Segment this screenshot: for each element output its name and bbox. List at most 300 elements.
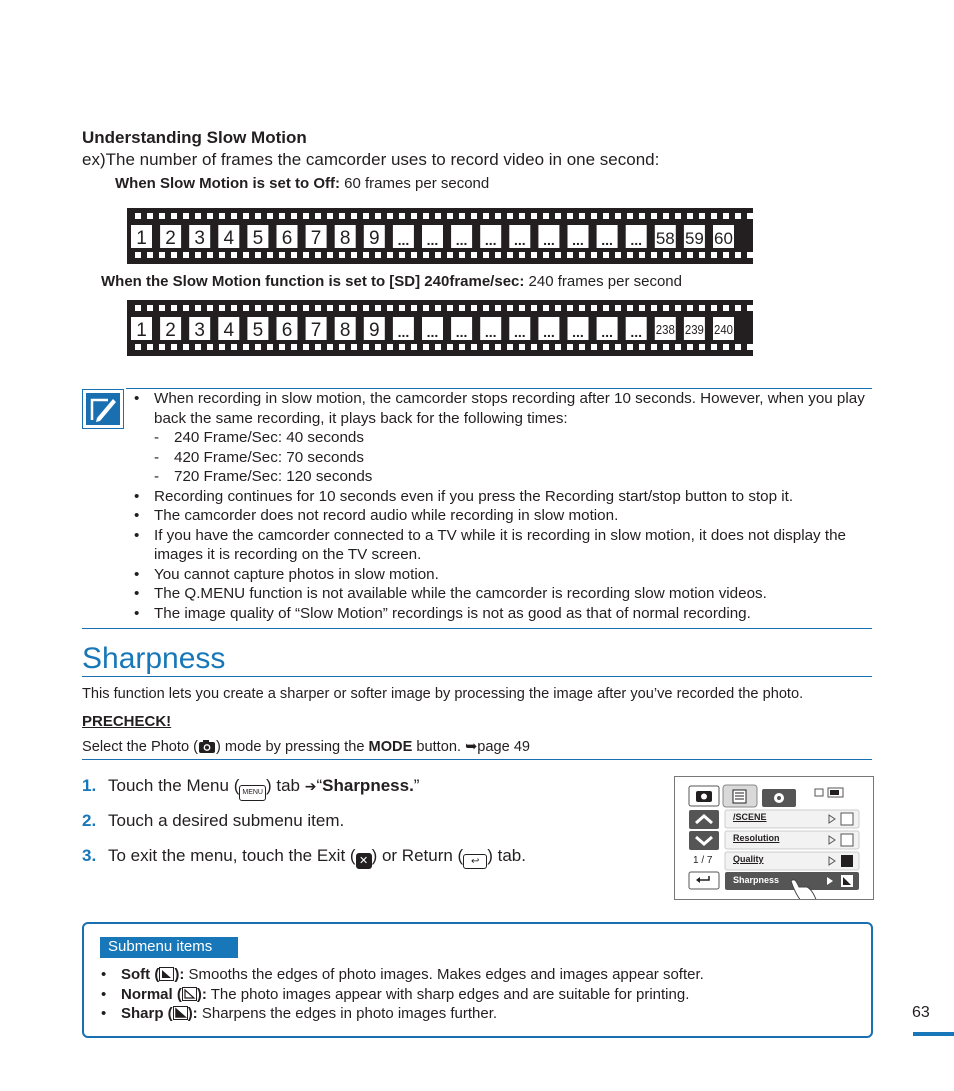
film-perforation <box>411 252 417 258</box>
film-perforation <box>519 213 525 219</box>
film-perforation <box>519 305 525 311</box>
film-perforation <box>351 252 357 258</box>
film-perforation <box>423 305 429 311</box>
film-perforation <box>255 305 261 311</box>
film-perforation <box>183 252 189 258</box>
film-perforation <box>399 252 405 258</box>
submenu-sharp: • Sharp ( ): Sharpens the edges in photo images further. <box>101 1004 704 1024</box>
film-perforation <box>195 213 201 219</box>
film-perforation <box>159 305 165 311</box>
film-perforation <box>351 305 357 311</box>
film-perforation <box>327 344 333 350</box>
film-perforation <box>723 344 729 350</box>
film-perforation <box>627 252 633 258</box>
film-frame-label: ... <box>630 232 643 248</box>
film-frame-label: 5 <box>252 320 264 341</box>
film-frame-label: ... <box>601 324 613 340</box>
film-perforation <box>315 213 321 219</box>
film-perforation <box>243 305 249 311</box>
film-perforation <box>447 344 453 350</box>
film-perforation <box>495 252 501 258</box>
film-perforation <box>507 213 513 219</box>
film-perforation <box>195 252 201 258</box>
film-perforation <box>531 252 537 258</box>
film-frame-label: ... <box>397 232 410 248</box>
film-frame-label: 2 <box>165 228 176 249</box>
film-perforation <box>531 305 537 311</box>
film-perforation <box>291 305 297 311</box>
film-perforation <box>627 213 633 219</box>
film-perforation <box>243 344 249 350</box>
film-perforation <box>231 305 237 311</box>
film-perforation <box>639 344 645 350</box>
off-caption: When Slow Motion is set to Off: 60 frames per second <box>115 175 490 192</box>
film-perforation <box>279 213 285 219</box>
note-item: • The camcorder does not record audio while recording in slow motion. <box>134 506 874 526</box>
film-perforation <box>543 213 549 219</box>
step-3: 3. To exit the menu, touch the Exit ( ✕ ) or Return ( ↩ ) tab. <box>82 846 526 867</box>
film-frame-label: 4 <box>223 228 235 249</box>
film-perforation <box>615 213 621 219</box>
film-perforation <box>663 305 669 311</box>
note-item: • When recording in slow motion, the camcorder stops recording after 10 seconds. However, when you play back the same recording, it plays back for the following times: <box>134 389 874 428</box>
film-strip-off-graphic <box>127 208 753 264</box>
film-perforation <box>339 252 345 258</box>
film-perforation <box>363 213 369 219</box>
film-perforation <box>423 252 429 258</box>
film-perforation <box>603 344 609 350</box>
film-perforation <box>363 344 369 350</box>
film-perforation <box>423 213 429 219</box>
film-perforation <box>291 213 297 219</box>
film-perforation <box>543 252 549 258</box>
film-perforation <box>399 305 405 311</box>
film-perforation <box>591 252 597 258</box>
film-perforation <box>219 305 225 311</box>
film-perforation <box>147 305 153 311</box>
film-frame-label: 240 <box>714 322 733 337</box>
film-frame-label: ... <box>572 324 584 340</box>
step-2: 2. Touch a desired submenu item. <box>82 811 345 830</box>
film-perforation <box>591 305 597 311</box>
film-frame-label: ... <box>630 324 643 340</box>
menu-icon: MENU <box>239 785 266 801</box>
film-perforation <box>711 252 717 258</box>
film-perforation <box>603 305 609 311</box>
film-perforation <box>315 344 321 350</box>
precheck-text: Select the Photo ( ) mode by pressing the MODE button. ➥page 49 <box>82 738 530 758</box>
film-perforation <box>555 344 561 350</box>
note-list <box>134 389 874 623</box>
film-perforation <box>495 344 501 350</box>
film-perforation <box>219 252 225 258</box>
film-perforation <box>567 305 573 311</box>
film-frame-label: 60 <box>714 229 733 248</box>
film-frame-label: 59 <box>684 229 704 248</box>
note-item: • The image quality of “Slow Motion” recordings is not as good as that of normal recording. <box>134 604 874 624</box>
camcorder-screen <box>674 776 874 900</box>
film-perforation <box>363 305 369 311</box>
film-perforation <box>135 305 141 311</box>
film-perforation <box>723 252 729 258</box>
film-perforation <box>747 305 753 311</box>
film-perforation <box>459 344 465 350</box>
film-perforation <box>651 252 657 258</box>
film-perforation <box>459 305 465 311</box>
film-perforation <box>495 213 501 219</box>
film-perforation <box>183 213 189 219</box>
film-perforation <box>387 344 393 350</box>
film-frame-label: 5 <box>252 228 264 249</box>
film-frame-label: 7 <box>310 320 322 341</box>
film-perforation <box>183 344 189 350</box>
film-frame-label: 8 <box>339 228 351 249</box>
film-perforation <box>255 252 261 258</box>
film-perforation <box>147 252 153 258</box>
film-perforation <box>447 252 453 258</box>
film-perforation <box>711 344 717 350</box>
film-perforation <box>339 305 345 311</box>
film-perforation <box>207 252 213 258</box>
film-perforation <box>615 252 621 258</box>
film-perforation <box>543 305 549 311</box>
film-frame-label: 9 <box>369 228 380 249</box>
film-perforation <box>279 305 285 311</box>
film-perforation <box>507 344 513 350</box>
film-perforation <box>735 252 741 258</box>
sd-caption: When the Slow Motion function is set to [SD] 240frame/sec: 240 frames per second <box>101 273 682 290</box>
film-perforation <box>207 344 213 350</box>
film-perforation <box>147 344 153 350</box>
film-perforation <box>483 344 489 350</box>
arrow-icon: ➔ <box>304 778 317 794</box>
film-perforation <box>531 344 537 350</box>
film-perforation <box>171 305 177 311</box>
film-perforation <box>231 213 237 219</box>
film-perforation <box>651 344 657 350</box>
film-perforation <box>675 252 681 258</box>
soft-icon <box>159 967 174 981</box>
film-perforation <box>687 213 693 219</box>
film-perforation <box>411 213 417 219</box>
film-perforation <box>315 252 321 258</box>
film-frame-label: ... <box>601 232 613 248</box>
page-number: 63 <box>912 1004 930 1021</box>
menu-item-scene[interactable]: /SCENE <box>733 812 767 822</box>
film-frame-label: 7 <box>310 228 322 249</box>
film-perforation <box>723 213 729 219</box>
film-perforation <box>387 252 393 258</box>
menu-item-quality[interactable]: Quality <box>733 854 764 864</box>
step-1: 1. Touch the Menu ( MENU ) tab ➔“Sharpness.” <box>82 776 419 801</box>
film-perforation <box>651 213 657 219</box>
film-perforation <box>747 252 753 258</box>
page-title: Sharpness <box>82 642 226 675</box>
note-icon <box>82 389 124 429</box>
film-perforation <box>243 213 249 219</box>
film-perforation <box>687 344 693 350</box>
film-perforation <box>555 305 561 311</box>
film-frame-label: ... <box>426 232 439 248</box>
film-perforation <box>471 213 477 219</box>
film-perforation <box>171 344 177 350</box>
submenu-normal: • Normal ( ): The photo images appear with sharp edges and are suitable for printing. <box>101 985 704 1005</box>
submenu-list <box>101 965 704 1024</box>
film-perforation <box>435 344 441 350</box>
film-perforation <box>339 213 345 219</box>
film-perforation <box>195 305 201 311</box>
film-perforation <box>543 344 549 350</box>
film-perforation <box>207 213 213 219</box>
film-perforation <box>219 344 225 350</box>
film-perforation <box>231 252 237 258</box>
film-perforation <box>255 213 261 219</box>
film-perforation <box>447 305 453 311</box>
film-perforation <box>591 344 597 350</box>
film-perforation <box>567 344 573 350</box>
film-frame-label: ... <box>572 232 584 248</box>
film-perforation <box>171 252 177 258</box>
film-perforation <box>723 305 729 311</box>
film-perforation <box>639 305 645 311</box>
camera-icon <box>198 739 216 758</box>
film-perforation <box>399 344 405 350</box>
intro-text: This function lets you create a sharper or softer image by processing the image after you’ve recorded the photo. <box>82 686 804 702</box>
film-perforation <box>267 252 273 258</box>
film-perforation <box>171 213 177 219</box>
film-perforation <box>627 305 633 311</box>
film-frame-label: ... <box>484 232 497 248</box>
note-subitem: - 240 Frame/Sec: 40 seconds <box>154 429 364 446</box>
page-arrow-icon: ➥ <box>465 739 478 755</box>
film-perforation <box>579 213 585 219</box>
film-perforation <box>747 344 753 350</box>
film-frame-label: ... <box>513 232 526 248</box>
film-perforation <box>315 305 321 311</box>
film-perforation <box>375 344 381 350</box>
film-perforation <box>327 213 333 219</box>
film-perforation <box>567 252 573 258</box>
film-perforation <box>603 213 609 219</box>
film-frame-label: ... <box>455 324 468 340</box>
film-perforation <box>375 305 381 311</box>
film-perforation <box>387 213 393 219</box>
menu-item-sharpness[interactable]: Sharpness <box>733 875 780 885</box>
film-perforation <box>363 252 369 258</box>
film-frame-label: ... <box>543 232 555 248</box>
film-perforation <box>483 213 489 219</box>
film-perforation <box>483 252 489 258</box>
film-perforation <box>279 252 285 258</box>
film-perforation <box>495 305 501 311</box>
film-perforation <box>579 305 585 311</box>
film-perforation <box>303 305 309 311</box>
film-frame-label: 238 <box>655 322 675 337</box>
film-perforation <box>699 252 705 258</box>
film-perforation <box>135 344 141 350</box>
film-perforation <box>435 252 441 258</box>
note-item: • You cannot capture photos in slow motion. <box>134 565 874 585</box>
film-perforation <box>459 213 465 219</box>
film-perforation <box>267 305 273 311</box>
film-strip-sd-graphic <box>127 300 753 356</box>
film-perforation <box>579 252 585 258</box>
film-perforation <box>291 252 297 258</box>
film-perforation <box>687 305 693 311</box>
note-subitem: - 420 Frame/Sec: 70 seconds <box>154 448 364 466</box>
film-perforation <box>507 252 513 258</box>
film-perforation <box>267 213 273 219</box>
film-perforation <box>603 252 609 258</box>
film-perforation <box>459 252 465 258</box>
normal-icon <box>182 987 197 1001</box>
film-frame-label: 3 <box>194 320 205 341</box>
film-perforation <box>483 305 489 311</box>
film-perforation <box>471 252 477 258</box>
film-perforation <box>303 213 309 219</box>
film-frame-label: 1 <box>136 228 147 249</box>
film-perforation <box>663 213 669 219</box>
menu-item-resolution[interactable]: Resolution <box>733 833 780 843</box>
film-perforation <box>147 213 153 219</box>
film-perforation <box>375 252 381 258</box>
note-item: • If you have the camcorder connected to a TV while it is recording in slow motion, it does not display the images it is recording on the TV screen. <box>134 526 874 565</box>
film-perforation <box>399 213 405 219</box>
film-perforation <box>279 344 285 350</box>
film-perforation <box>435 213 441 219</box>
film-perforation <box>519 252 525 258</box>
film-perforation <box>291 344 297 350</box>
film-perforation <box>435 305 441 311</box>
film-perforation <box>471 344 477 350</box>
title-divider <box>82 676 872 677</box>
precheck-heading: PRECHECK! <box>82 713 172 730</box>
film-perforation <box>735 344 741 350</box>
film-perforation <box>699 344 705 350</box>
film-perforation <box>747 213 753 219</box>
film-perforation <box>159 213 165 219</box>
film-perforation <box>207 305 213 311</box>
film-frame-label: 4 <box>223 320 235 341</box>
film-perforation <box>699 213 705 219</box>
submenu-tag: Submenu items <box>100 937 238 958</box>
film-perforation <box>663 252 669 258</box>
film-perforation <box>387 305 393 311</box>
film-perforation <box>711 213 717 219</box>
film-perforation <box>735 213 741 219</box>
exit-icon: ✕ <box>356 853 372 869</box>
page-number-bar <box>913 1032 954 1036</box>
section-heading: Understanding Slow Motion <box>82 128 307 147</box>
film-frame-label: 58 <box>655 229 675 248</box>
film-perforation <box>687 252 693 258</box>
film-perforation <box>639 252 645 258</box>
film-perforation <box>663 344 669 350</box>
film-strip-off <box>127 208 753 264</box>
film-perforation <box>651 305 657 311</box>
film-perforation <box>555 213 561 219</box>
film-perforation <box>327 252 333 258</box>
note-subitem: - 720 Frame/Sec: 120 seconds <box>154 468 373 485</box>
film-perforation <box>675 305 681 311</box>
film-frame-label: 9 <box>369 320 380 341</box>
film-perforation <box>411 344 417 350</box>
film-perforation <box>591 213 597 219</box>
note-divider-bottom <box>82 628 872 629</box>
film-perforation <box>243 252 249 258</box>
film-perforation <box>507 305 513 311</box>
film-perforation <box>471 305 477 311</box>
film-perforation <box>303 344 309 350</box>
film-perforation <box>639 213 645 219</box>
film-perforation <box>135 213 141 219</box>
film-frame-label: 2 <box>165 320 176 341</box>
return-icon: ↩ <box>463 854 487 869</box>
film-perforation <box>351 213 357 219</box>
film-frame-label: ... <box>513 324 526 340</box>
film-perforation <box>351 344 357 350</box>
film-perforation <box>735 305 741 311</box>
note-item: • Recording continues for 10 seconds even if you press the Recording start/stop button to stop it. <box>134 487 874 507</box>
film-perforation <box>195 344 201 350</box>
film-perforation <box>267 344 273 350</box>
example-text: ex)The number of frames the camcorder uses to record video in one second: <box>82 150 660 169</box>
film-perforation <box>327 305 333 311</box>
film-perforation <box>219 213 225 219</box>
film-perforation <box>615 305 621 311</box>
film-perforation <box>231 344 237 350</box>
film-perforation <box>675 344 681 350</box>
film-perforation <box>159 344 165 350</box>
film-frame-label: ... <box>484 324 497 340</box>
menu-page-indicator: 1 / 7 <box>693 855 713 866</box>
film-perforation <box>531 213 537 219</box>
film-perforation <box>567 213 573 219</box>
film-frame-label: 239 <box>684 322 704 337</box>
sharp-icon <box>173 1006 188 1020</box>
film-frame-label: ... <box>455 232 468 248</box>
film-frame-label: 1 <box>136 320 147 341</box>
film-perforation <box>135 252 141 258</box>
film-perforation <box>411 305 417 311</box>
submenu-soft: • Soft ( ): Smooths the edges of photo images. Makes edges and images appear softer. <box>101 965 704 985</box>
precheck-divider <box>82 759 872 760</box>
film-perforation <box>255 344 261 350</box>
film-perforation <box>615 344 621 350</box>
film-frame-label: 8 <box>339 320 351 341</box>
film-perforation <box>579 344 585 350</box>
film-perforation <box>519 344 525 350</box>
film-strip-sd <box>127 300 753 356</box>
film-frame-label: 6 <box>281 320 293 341</box>
film-perforation <box>699 305 705 311</box>
film-perforation <box>711 305 717 311</box>
film-perforation <box>375 213 381 219</box>
film-frame-label: 3 <box>194 228 205 249</box>
film-frame-label: ... <box>397 324 410 340</box>
film-perforation <box>339 344 345 350</box>
film-perforation <box>447 213 453 219</box>
film-perforation <box>555 252 561 258</box>
film-perforation <box>303 252 309 258</box>
film-perforation <box>183 305 189 311</box>
note-item: • The Q.MENU function is not available while the camcorder is recording slow motion videos. <box>134 584 874 604</box>
film-frame-label: ... <box>426 324 439 340</box>
film-perforation <box>627 344 633 350</box>
film-perforation <box>423 344 429 350</box>
film-perforation <box>159 252 165 258</box>
film-perforation <box>675 213 681 219</box>
